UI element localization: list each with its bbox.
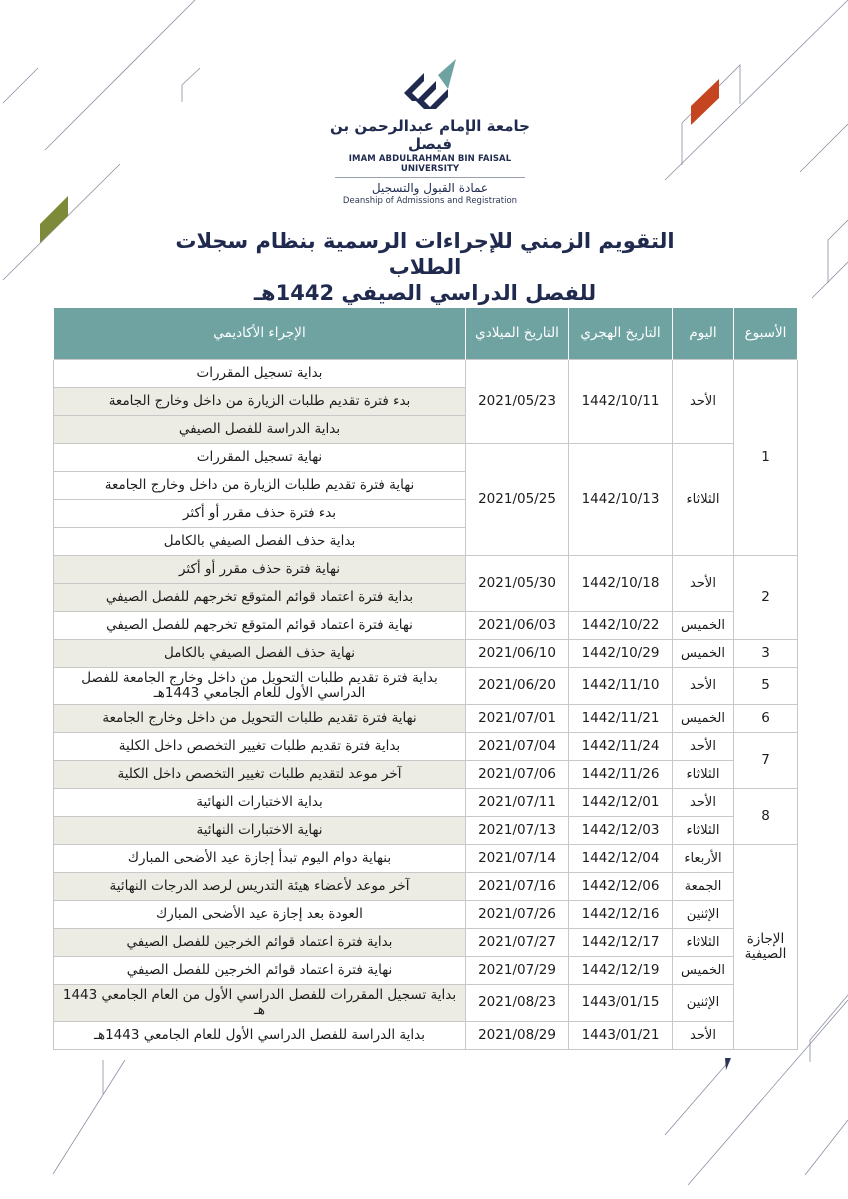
day-cell: الثلاثاء [673, 928, 734, 956]
day-cell: الأحد [673, 555, 734, 611]
gregorian-date-cell: 2021/07/16 [466, 872, 569, 900]
gregorian-date-cell: 2021/06/10 [466, 639, 569, 667]
header-day: اليوم [673, 308, 734, 359]
gregorian-date-cell: 2021/06/03 [466, 611, 569, 639]
table-row [54, 928, 798, 956]
action-cell: نهاية فترة تقديم طلبات التحويل من داخل وخارج الجامعة [54, 704, 466, 732]
gregorian-date-cell: 2021/05/23 [466, 359, 569, 443]
week-cell: 8 [734, 788, 798, 844]
table-header-row [54, 308, 798, 359]
gregorian-date-cell: 2021/07/11 [466, 788, 569, 816]
action-cell: بداية الدراسة للفصل الدراسي الأول للعام الجامعي 1443هـ [54, 1021, 466, 1049]
university-logo [320, 55, 540, 206]
day-cell: الجمعة [673, 872, 734, 900]
table-row [54, 359, 798, 387]
page-title-line2: للفصل الدراسي الصيفي 1442هـ [253, 281, 597, 305]
orange-accent-shape [691, 79, 719, 125]
action-cell: بداية تسجيل المقررات للفصل الدراسي الأول من العام الجامعي 1443 هـ [54, 984, 466, 1021]
week-cell: 7 [734, 732, 798, 788]
action-cell: بدء فترة حذف مقرر أو أكثر [54, 499, 466, 527]
action-cell: بداية فترة تقديم طلبات التحويل من داخل وخارج الجامعة للفصل الدراسي الأول للعام الجامعي 1443هـ [54, 667, 466, 704]
day-cell: الأربعاء [673, 844, 734, 872]
hijri-date-cell: 1443/01/21 [569, 1021, 673, 1049]
day-cell: الأحد [673, 1021, 734, 1049]
day-cell: الثلاثاء [673, 443, 734, 555]
table-row [54, 704, 798, 732]
hijri-date-cell: 1443/01/15 [569, 984, 673, 1021]
hijri-date-cell: 1442/11/24 [569, 732, 673, 760]
table-row [54, 639, 798, 667]
hijri-date-cell: 1442/12/03 [569, 816, 673, 844]
table-row [54, 844, 798, 872]
hijri-date-cell: 1442/12/19 [569, 956, 673, 984]
action-cell: نهاية فترة اعتماد قوائم المتوقع تخرجهم للفصل الصيفي [54, 611, 466, 639]
table-row [54, 760, 798, 788]
day-cell: الخميس [673, 704, 734, 732]
day-cell: الخميس [673, 611, 734, 639]
table-row [54, 555, 798, 583]
action-cell: بداية فترة اعتماد قوائم المتوقع تخرجهم للفصل الصيفي [54, 583, 466, 611]
page-title-line1: التقويم الزمني للإجراءات الرسمية بنظام سجلات الطلاب [175, 229, 675, 279]
action-cell: بدء فترة تقديم طلبات الزيارة من داخل وخارج الجامعة [54, 387, 466, 415]
day-cell: الأحد [673, 359, 734, 443]
table-row [54, 900, 798, 928]
day-cell: الثلاثاء [673, 816, 734, 844]
gregorian-date-cell: 2021/07/13 [466, 816, 569, 844]
page-title [150, 228, 700, 306]
table-row [54, 732, 798, 760]
action-cell: بداية الدراسة للفصل الصيفي [54, 415, 466, 443]
week-cell: 6 [734, 704, 798, 732]
gregorian-date-cell: 2021/07/04 [466, 732, 569, 760]
action-cell: بداية فترة تقديم طلبات تغيير التخصص داخل الكلية [54, 732, 466, 760]
day-cell: الإثنين [673, 984, 734, 1021]
hijri-date-cell: 1442/12/01 [569, 788, 673, 816]
action-cell: نهاية فترة اعتماد قوائم الخرجين للفصل الصيفي [54, 956, 466, 984]
university-name-english: IMAM ABDULRAHMAN BIN FAISAL UNIVERSITY [348, 154, 512, 174]
gregorian-date-cell: 2021/07/29 [466, 956, 569, 984]
table-row [54, 611, 798, 639]
day-cell: الأحد [673, 667, 734, 704]
day-cell: الإثنين [673, 900, 734, 928]
academic-calendar-table [53, 308, 798, 1050]
header-week: الأسبوع [734, 308, 798, 359]
action-cell: بداية تسجيل المقررات [54, 359, 466, 387]
gregorian-date-cell: 2021/06/20 [466, 667, 569, 704]
day-cell: الثلاثاء [673, 760, 734, 788]
gregorian-date-cell: 2021/07/14 [466, 844, 569, 872]
gregorian-date-cell: 2021/07/27 [466, 928, 569, 956]
header-hijri-date: التاريخ الهجري [569, 308, 673, 359]
table-row [54, 984, 798, 1021]
hijri-date-cell: 1442/10/11 [569, 359, 673, 443]
olive-accent-shape [40, 196, 68, 243]
action-cell: نهاية فترة حذف مقرر أو أكثر [54, 555, 466, 583]
hijri-date-cell: 1442/10/22 [569, 611, 673, 639]
gregorian-date-cell: 2021/07/26 [466, 900, 569, 928]
action-cell: نهاية الاختبارات النهائية [54, 816, 466, 844]
gregorian-date-cell: 2021/08/29 [466, 1021, 569, 1049]
action-cell: نهاية فترة تقديم طلبات الزيارة من داخل وخارج الجامعة [54, 471, 466, 499]
header-gregorian-date: التاريخ الميلادي [466, 308, 569, 359]
hijri-date-cell: 1442/11/26 [569, 760, 673, 788]
hijri-date-cell: 1442/10/13 [569, 443, 673, 555]
hijri-date-cell: 1442/12/06 [569, 872, 673, 900]
table-row [54, 816, 798, 844]
hijri-date-cell: 1442/12/16 [569, 900, 673, 928]
day-cell: الأحد [673, 788, 734, 816]
action-cell: العودة بعد إجازة عيد الأضحى المبارك [54, 900, 466, 928]
gregorian-date-cell: 2021/08/23 [466, 984, 569, 1021]
gregorian-date-cell: 2021/05/25 [466, 443, 569, 555]
week-cell: 2 [734, 555, 798, 639]
hijri-date-cell: 1442/12/17 [569, 928, 673, 956]
header-academic-action: الإجراء الأكاديمي [54, 308, 466, 359]
hijri-date-cell: 1442/12/04 [569, 844, 673, 872]
gregorian-date-cell: 2021/07/06 [466, 760, 569, 788]
action-cell: بداية الاختبارات النهائية [54, 788, 466, 816]
week-cell: 1 [734, 359, 798, 555]
action-cell: آخر موعد لأعضاء هيئة التدريس لرصد الدرجات النهائية [54, 872, 466, 900]
deanship-name-english: Deanship of Admissions and Registration [342, 196, 518, 206]
table-row [54, 667, 798, 704]
action-cell: بداية حذف الفصل الصيفي بالكامل [54, 527, 466, 555]
hijri-date-cell: 1442/10/18 [569, 555, 673, 611]
university-emblem-icon [390, 55, 470, 115]
week-cell: 5 [734, 667, 798, 704]
gregorian-date-cell: 2021/05/30 [466, 555, 569, 611]
logo-divider [335, 177, 525, 178]
table-row [54, 1021, 798, 1049]
university-name-arabic: جامعة الإمام عبدالرحمن بن فيصل [330, 117, 530, 153]
deanship-name-arabic: عمادة القبول والتسجيل [371, 181, 489, 195]
week-cell: الإجازة الصيفية [734, 844, 798, 1049]
gregorian-date-cell: 2021/07/01 [466, 704, 569, 732]
table-row [54, 956, 798, 984]
week-cell: 3 [734, 639, 798, 667]
action-cell: بنهاية دوام اليوم تبدأ إجازة عيد الأضحى المبارك [54, 844, 466, 872]
day-cell: الأحد [673, 732, 734, 760]
day-cell: الخميس [673, 639, 734, 667]
hijri-date-cell: 1442/11/21 [569, 704, 673, 732]
hijri-date-cell: 1442/10/29 [569, 639, 673, 667]
action-cell: آخر موعد لتقديم طلبات تغيير التخصص داخل الكلية [54, 760, 466, 788]
action-cell: نهاية تسجيل المقررات [54, 443, 466, 471]
action-cell: بداية فترة اعتماد قوائم الخرجين للفصل الصيفي [54, 928, 466, 956]
action-cell: نهاية حذف الفصل الصيفي بالكامل [54, 639, 466, 667]
hijri-date-cell: 1442/11/10 [569, 667, 673, 704]
day-cell: الخميس [673, 956, 734, 984]
navy-accent-triangle [725, 1058, 731, 1070]
table-row [54, 788, 798, 816]
table-row [54, 872, 798, 900]
table-row [54, 443, 798, 471]
